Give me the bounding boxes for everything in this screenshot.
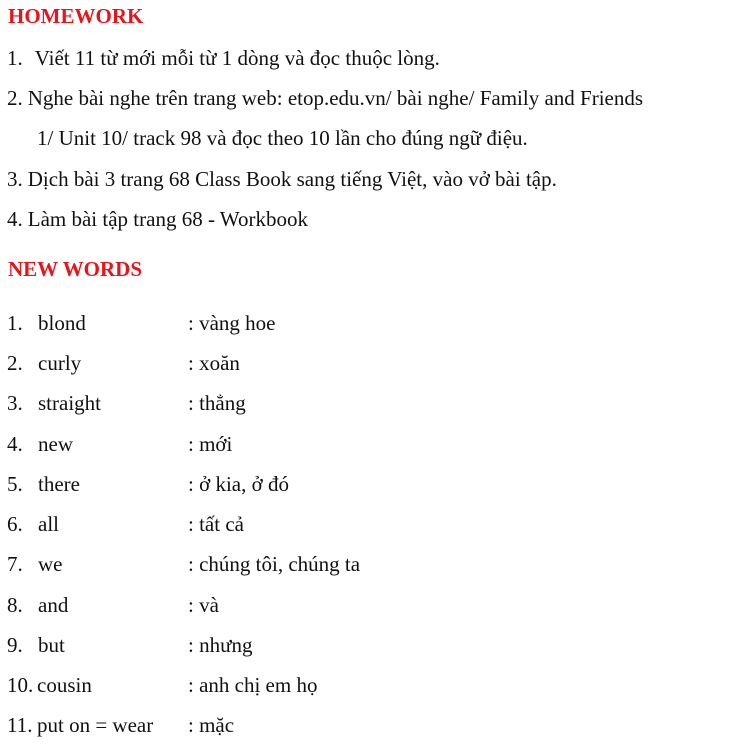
item-number: 1. (7, 46, 23, 70)
vocab-number: 5. (7, 472, 23, 496)
homework-item-2-continued (37, 126, 528, 150)
vocab-number: 1. (7, 311, 23, 335)
vocab-meaning: : ở kia, ở đó (188, 472, 289, 496)
vocab-word: and (38, 593, 69, 617)
new-words-heading: NEW WORDS (8, 257, 143, 281)
item-text: Làm bài tập trang 68 - Workbook (27, 207, 308, 231)
vocab-word: there (38, 472, 80, 496)
vocab-number: 11. (7, 713, 33, 737)
item-text: Viết 11 từ mới mỗi từ 1 dòng và đọc thuộc lòng. (34, 46, 440, 70)
vocab-meaning: : chúng tôi, chúng ta (188, 552, 361, 576)
vocab-word: straight (38, 391, 101, 415)
vocab-meaning: : và (188, 593, 219, 617)
vocab-word: all (38, 512, 59, 536)
vocab-word: new (38, 432, 73, 456)
vocab-number: 4. (7, 432, 23, 456)
vocab-number: 3. (7, 391, 23, 415)
homework-item-2 (7, 86, 643, 110)
homework-item-1 (7, 46, 440, 70)
homework-heading: HOMEWORK (8, 4, 144, 28)
vocab-meaning: : mặc (188, 713, 235, 737)
item-number: 3. (7, 167, 23, 191)
vocab-meaning: : vàng hoe (188, 311, 276, 335)
vocab-number: 9. (7, 633, 23, 657)
vocab-meaning: : tất cả (188, 512, 244, 536)
vocab-word: but (38, 633, 65, 657)
item-number: 2. (7, 86, 23, 110)
item-text: Dịch bài 3 trang 68 Class Book sang tiếng Việt, vào vở bài tập. (27, 167, 557, 191)
vocab-number: 2. (7, 351, 23, 375)
vocab-number: 8. (7, 593, 23, 617)
vocab-number: 7. (7, 552, 23, 576)
vocab-word: curly (38, 351, 82, 375)
vocab-number: 10. (7, 673, 34, 697)
vocab-meaning: : thẳng (188, 391, 246, 415)
vocab-word: blond (38, 311, 86, 335)
vocab-meaning: : mới (188, 432, 233, 456)
vocab-meaning: : xoăn (188, 351, 240, 375)
homework-item-4 (7, 207, 308, 231)
homework-item-3 (7, 167, 557, 191)
vocab-meaning: : nhưng (188, 633, 253, 657)
item-text: Nghe bài nghe trên trang web: etop.edu.vn/ bài nghe/ Family and Friends (27, 86, 644, 110)
item-text: 1/ Unit 10/ track 98 và đọc theo 10 lần cho đúng ngữ điệu. (37, 126, 528, 150)
vocab-word: put on = wear (37, 713, 154, 737)
vocab-word: we (38, 552, 63, 576)
vocab-meaning: : anh chị em họ (188, 673, 318, 697)
vocab-word: cousin (37, 673, 92, 697)
vocab-number: 6. (7, 512, 23, 536)
item-number: 4. (7, 207, 23, 231)
